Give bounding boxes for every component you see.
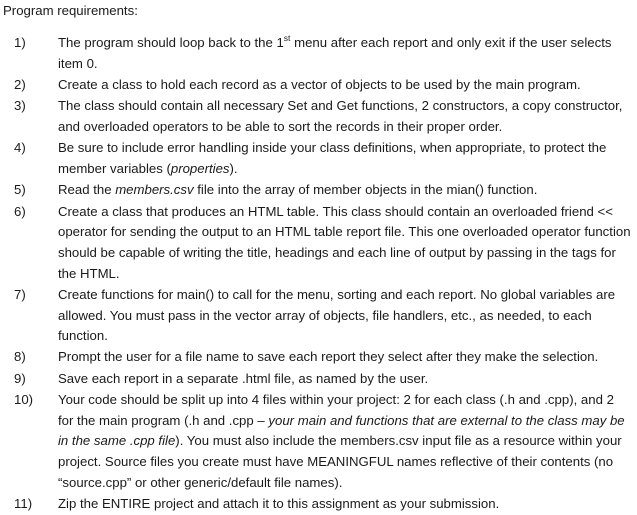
text-run: Save each report in a separate .html file, as named by the user. [58, 370, 429, 386]
text-run: Create functions for main() to call for the menu, sorting and each report. No global variables are allowed. You must pass in the vector array of objects, file handlers, etc., as needed, to each function. [58, 286, 616, 344]
requirement-number: 11) [14, 496, 33, 512]
requirement-text [58, 33, 632, 74]
text-run: Your code should be split up into 4 files within your project: 2 for each class (.h and .cpp), and 2 for the main program (.h and .cpp – [58, 392, 614, 428]
requirement-number: 7) [14, 286, 26, 302]
text-run: menu after each report and only exit if the user selects item 0. [58, 35, 612, 71]
requirement-text [58, 285, 632, 347]
requirement-text [58, 347, 632, 368]
requirement-number: 4) [14, 140, 26, 156]
superscript-text: st [283, 32, 291, 43]
text-run: ). You must also include the members.csv input file as a resource within your project. Source files you create must have MEANINGFUL names reflective of their contents (no “source.cpp” or other generic/default file names). [58, 433, 622, 490]
text-run: Zip the ENTIRE project and attach it to this assignment as your submission. [58, 496, 500, 512]
text-run: Be sure to include error handling inside your class definitions, when appropriate, to protect the member variables ( [58, 140, 607, 176]
requirement-number: 5) [14, 182, 26, 198]
text-run: file into the array of member objects in the mian() function. [193, 182, 538, 198]
requirement-item [14, 390, 632, 493]
requirement-number: 1) [14, 35, 26, 50]
requirement-number: 8) [14, 349, 26, 365]
page-heading: Program requirements: [3, 3, 138, 18]
text-run: Create a class to hold each record as a vector of objects to be used by the main program. [58, 76, 581, 92]
requirement-item [14, 138, 632, 179]
requirement-text [58, 75, 632, 96]
emphasis-text: your main and functions that are external to the class may be in the same .cpp file [58, 412, 625, 449]
requirements-list [14, 33, 632, 515]
requirement-number: 9) [14, 370, 26, 386]
requirement-text [58, 369, 632, 390]
requirement-item [14, 33, 632, 74]
requirement-text [58, 96, 632, 137]
requirement-text [58, 138, 632, 179]
requirement-number: 6) [14, 203, 26, 219]
text-run: Read the [58, 182, 116, 198]
text-run: The class should contain all necessary Set and Get functions, 2 constructors, a copy constructor, and overloaded operators to be able to sort the records in their proper order. [58, 98, 623, 134]
requirement-item [14, 494, 632, 515]
requirement-number: 2) [14, 76, 26, 92]
requirement-text [58, 202, 632, 284]
requirement-text [58, 180, 632, 201]
text-run: Prompt the user for a file name to save each report they select after they make the selection. [58, 349, 599, 365]
requirement-number: 10) [14, 392, 34, 408]
text-run: ). [229, 160, 238, 176]
emphasis-text: properties [170, 160, 230, 176]
text-run: Create a class that produces an HTML table. This class should contain an overloaded friend << operator for sending the output to an HTML table report file. This one overloaded operator function should be capable of writing the title, headings and each line of output by passing in the tags for the HTML. [58, 203, 631, 281]
requirement-item [14, 96, 632, 137]
requirement-number: 3) [14, 98, 26, 114]
requirement-item [14, 180, 632, 201]
requirement-item [14, 202, 632, 284]
requirement-item [14, 369, 632, 390]
requirement-item [14, 285, 632, 347]
text-run: The program should loop back to the 1 [58, 35, 284, 50]
emphasis-text: members.csv [115, 182, 194, 198]
requirement-text [58, 390, 632, 493]
requirement-text [58, 494, 632, 515]
requirement-item [14, 347, 632, 368]
requirement-item [14, 75, 632, 96]
